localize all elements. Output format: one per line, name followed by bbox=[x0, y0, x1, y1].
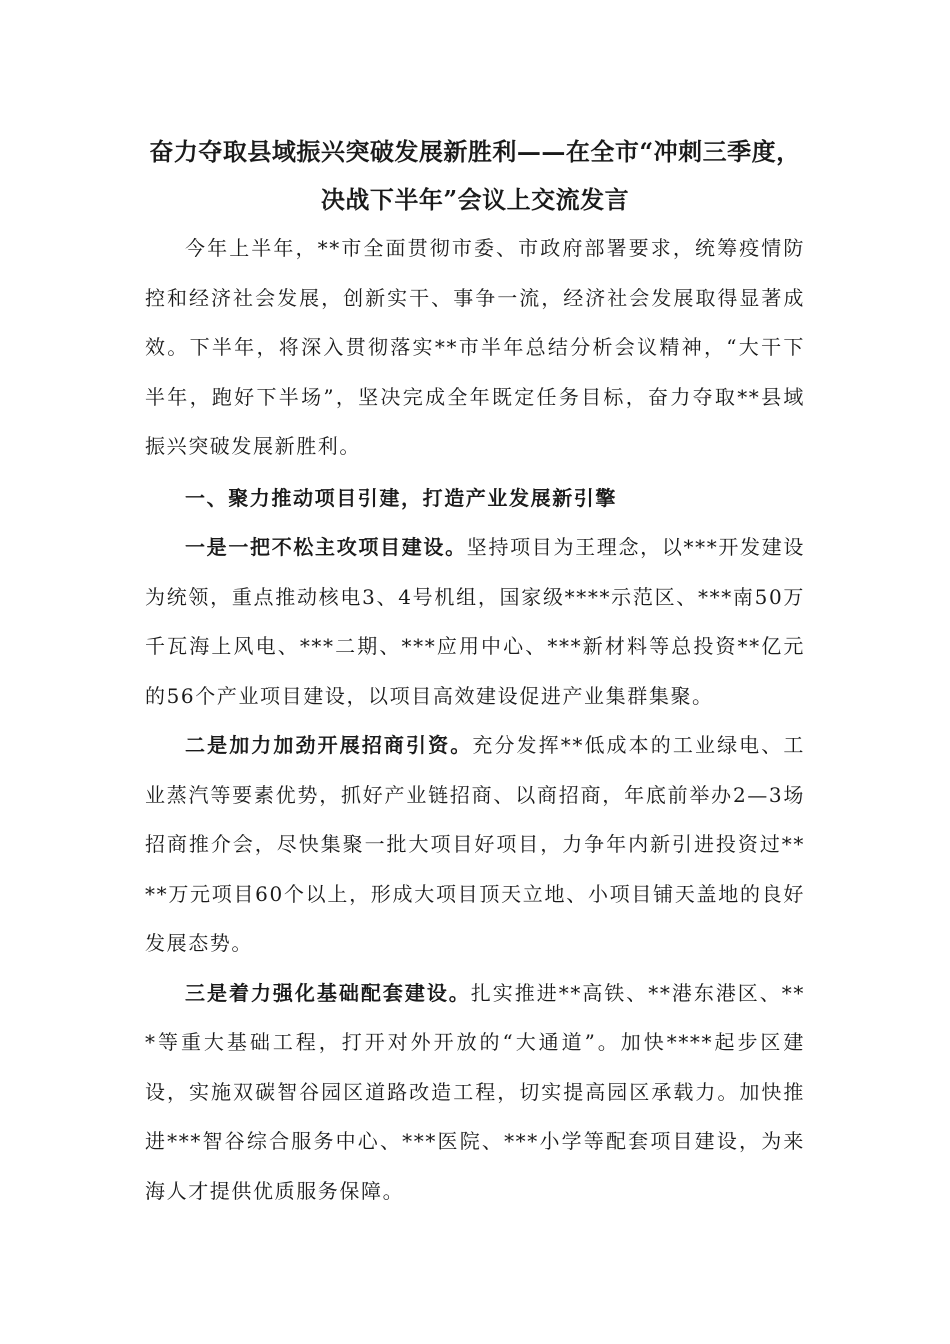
section-heading: 一、聚力推动项目引建，打造产业发展新引擎 bbox=[185, 485, 617, 510]
item-paragraph-1 bbox=[145, 523, 805, 721]
document-title: 奋力夺取县域振兴突破发展新胜利——在全市“冲刺三季度，决战下半年”会议上交流发言 bbox=[149, 137, 801, 214]
item-body: 充分发挥**低成本的工业绿电、工业蒸汽等要素优势，抓好产业链招商、以商招商，年底前举办2—3场招商推介会，尽快集聚一批大项目好项目，力争年内新引进投资过****万元项目60个以上，形成大项目顶天立地、小项目铺天盖地的良好发展态势。 bbox=[145, 733, 805, 955]
intro-paragraph: 今年上半年，**市全面贯彻市委、市政府部署要求，统筹疫情防控和经济社会发展，创新实干、事争一流，经济社会发展取得显著成效。下半年，将深入贯彻落实**市半年总结分析会议精神，“大干下半年，跑好下半场”，坚决完成全年既定任务目标，奋力夺取**县域振兴突破发展新胜利。 bbox=[145, 236, 805, 458]
item-lead: 一是一把不松主攻项目建设。 bbox=[185, 535, 467, 559]
document-page bbox=[145, 128, 805, 1216]
item-paragraph-3 bbox=[145, 969, 805, 1217]
item-body: 坚持项目为王理念，以***开发建设为统领，重点推动核电3、4号机组，国家级****示范区、***南50万千瓦海上风电、***二期、***应用中心、***新材料等总投资**亿元的56个产业项目建设，以项目高效建设促进产业集群集聚。 bbox=[145, 535, 805, 708]
item-body: 扎实推进**高铁、**港东港区、***等重大基础工程，打开对外开放的“大通道”。加快****起步区建设，实施双碳智谷园区道路改造工程，切实提高园区承载力。加快推进***智谷综合服务中心、***医院、***小学等配套项目建设，为来海人才提供优质服务保障。 bbox=[145, 980, 805, 1203]
item-paragraph-2 bbox=[145, 721, 805, 969]
item-lead: 三是着力强化基础配套建设。 bbox=[185, 980, 471, 1005]
item-lead: 二是加力加劲开展招商引资。 bbox=[185, 733, 473, 757]
